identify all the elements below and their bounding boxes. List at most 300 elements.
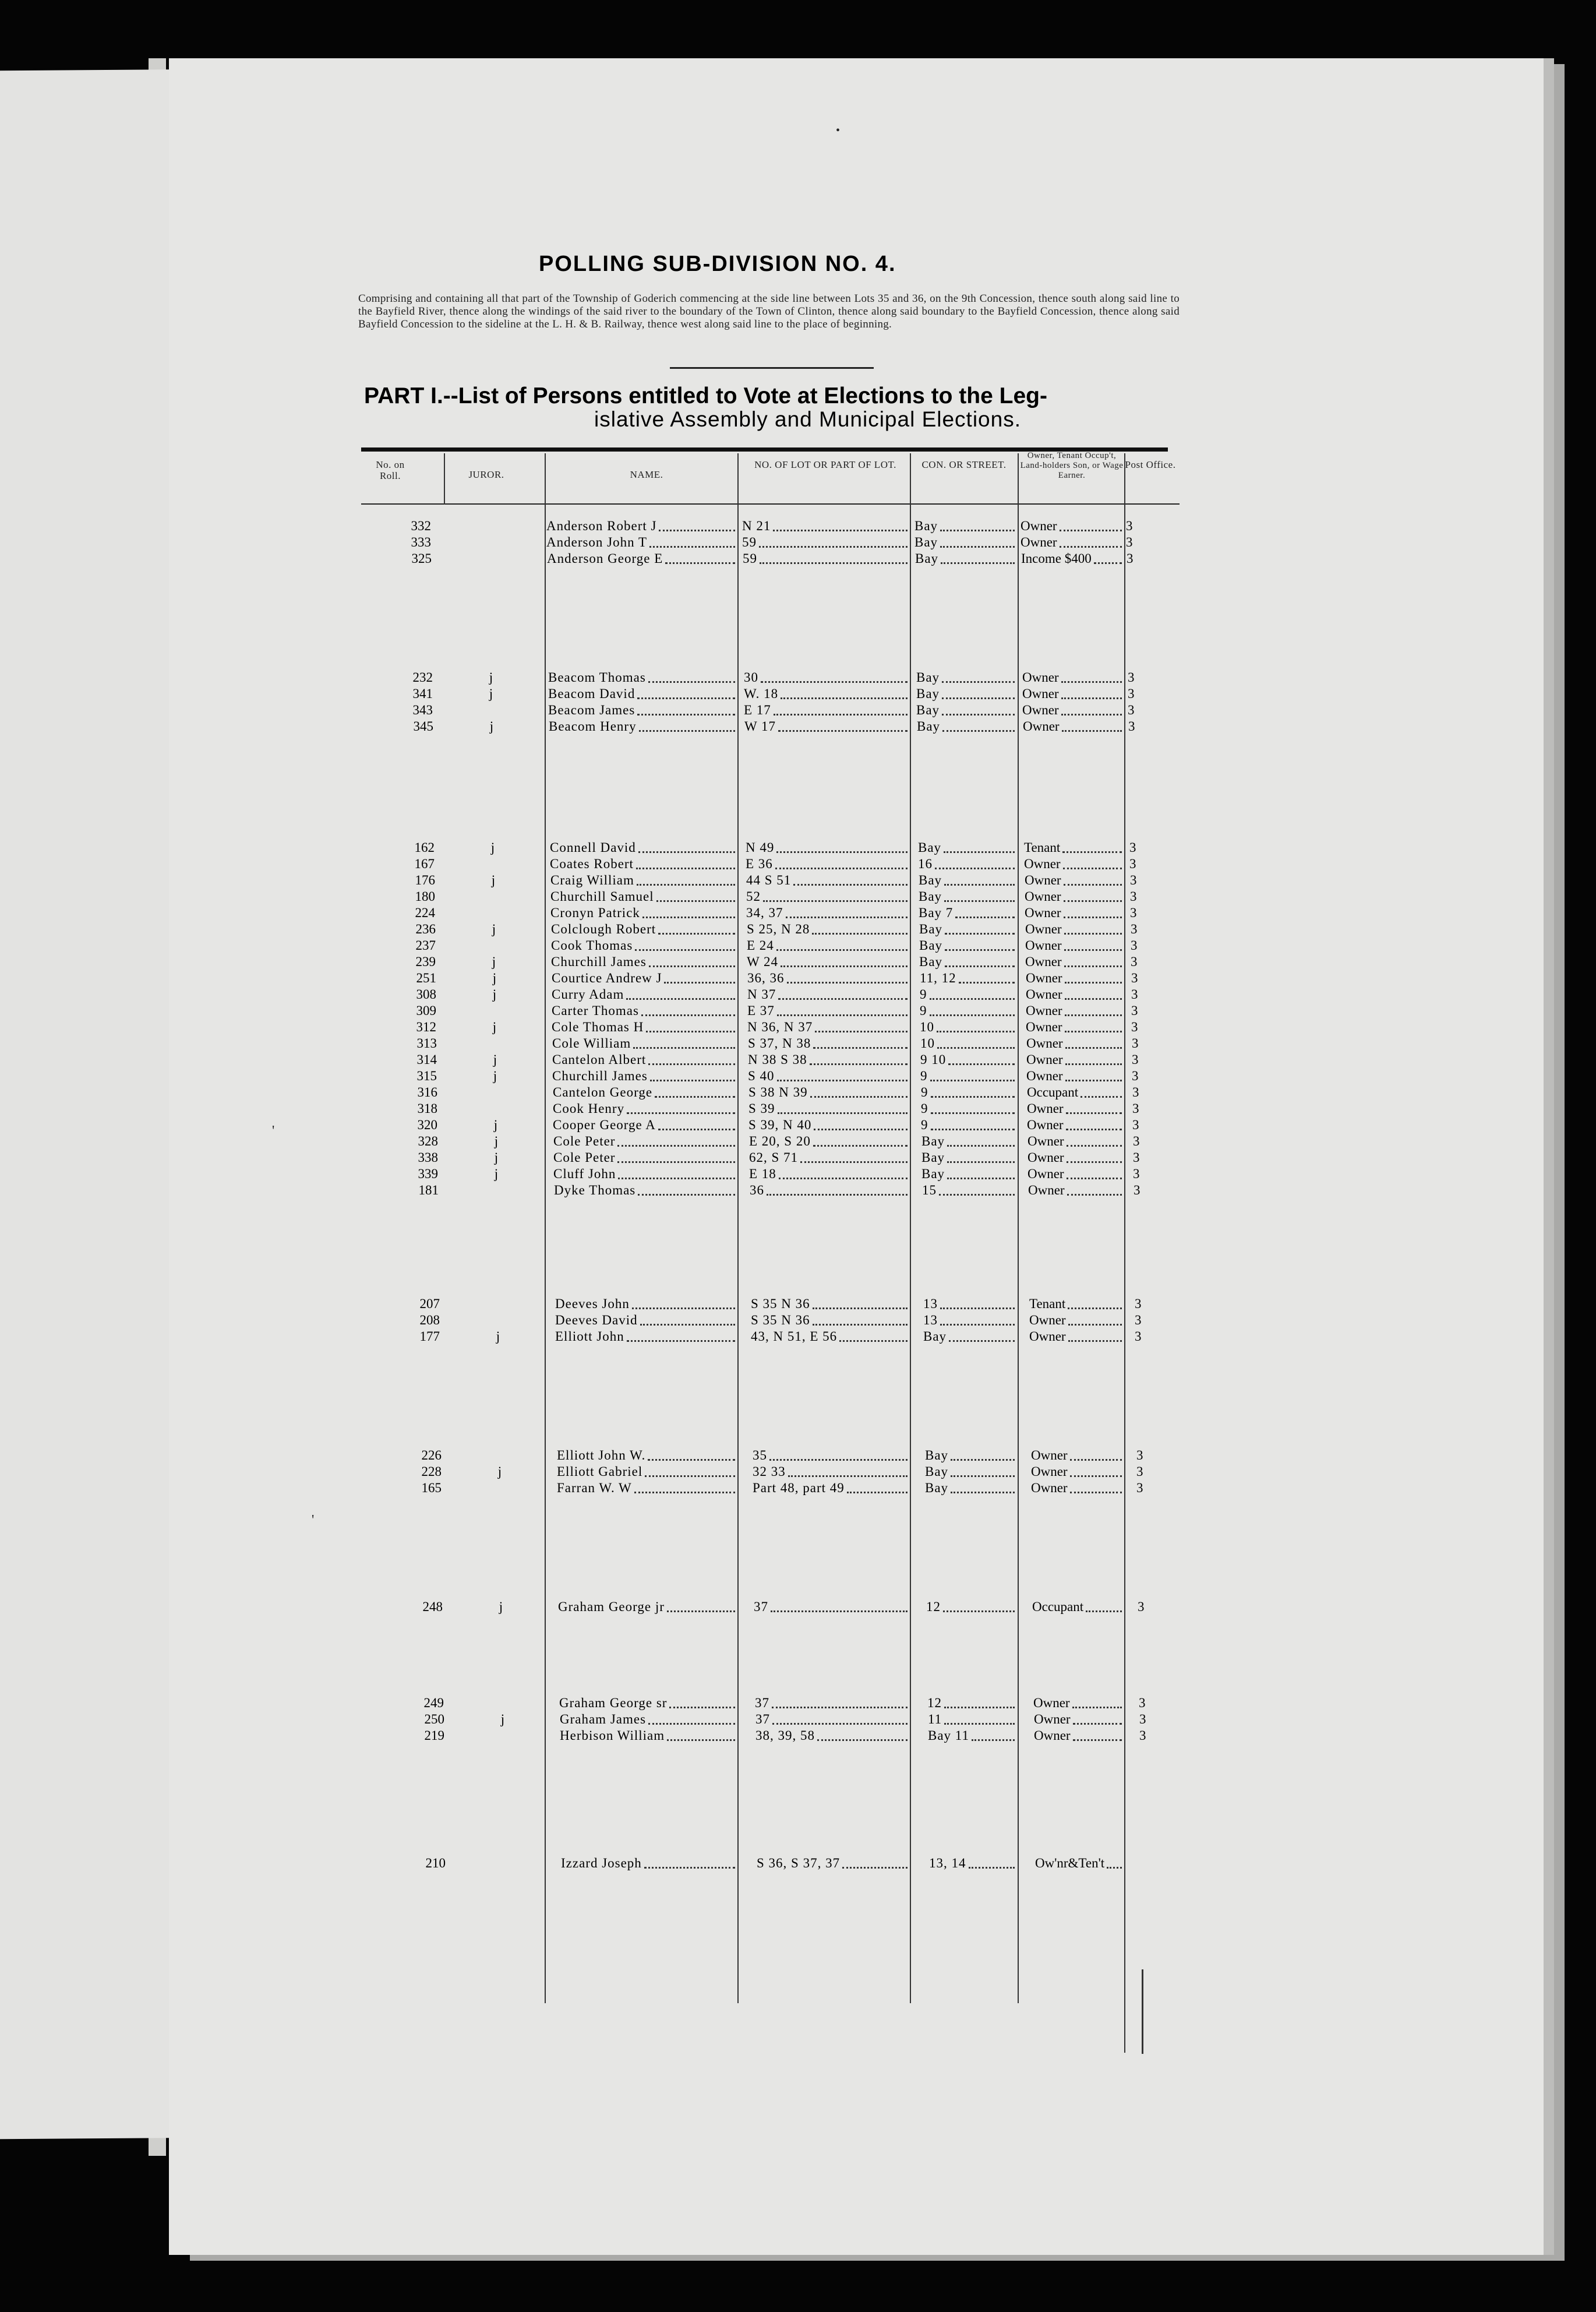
roll-number: 207 [419,1296,440,1311]
dot-leader [1067,1161,1122,1163]
post-office: 3 [1139,1712,1146,1726]
dot-leader [800,1161,908,1163]
voter-status: Owner [1026,1020,1062,1034]
dot-leader [776,949,908,951]
lot-number: 35 [753,1448,767,1462]
concession: Bay [917,719,941,734]
dot-leader [763,900,908,902]
concession: 9 [921,1085,928,1099]
dot-leader [659,530,735,531]
lot-number: Part 48, part 49 [753,1481,845,1495]
header-status: Owner, Tenant Occup't, Land-holders Son, or Wage Earner. [1020,451,1124,480]
voter-name: Herbison William [560,1728,665,1743]
post-office: 3 [1130,889,1137,904]
post-office: 3 [1133,1134,1140,1148]
juror-mark: j [489,670,493,685]
subdivision-description: Comprising and containing all that part of the Township of Goderich commencing at the side line between Lots 35 and 36, on the 9th Concession, thence south along said line to the Bayfield River, thence along the windings of the said river to the boundary of the Town of Clinton, thence along said boundary to the Bayfield Concession, thence along said Bayfield Concession to the sideline at the L. H. & B. Railway, thence west along said line to the place of beginning. [358,292,1180,330]
divider [670,367,874,369]
post-office: 3 [1127,551,1134,566]
post-office: 3 [1134,1183,1140,1197]
dot-leader [945,965,1015,967]
roll-number: 208 [419,1313,440,1327]
roll-number: 313 [416,1036,437,1051]
roll-number: 224 [415,905,435,920]
dot-leader [937,1047,1015,1049]
dot-leader [939,1194,1015,1196]
dot-leader [788,1475,908,1477]
roll-number: 237 [415,938,436,953]
voter-status: Owner [1025,938,1062,953]
post-office: 3 [1133,1150,1140,1165]
dot-leader [1066,1129,1122,1130]
dot-leader [632,1307,735,1309]
part-heading [364,385,1180,431]
dot-leader [649,965,735,967]
post-office: 3 [1132,1101,1139,1116]
dot-leader [627,1112,735,1114]
concession: Bay [914,535,938,549]
voter-name: Izzard Joseph [561,1856,642,1870]
dot-leader [944,1707,1015,1708]
dot-leader [1060,546,1122,548]
post-office: 3 [1135,1313,1142,1327]
roll-number: 176 [415,873,435,887]
dot-leader [947,1145,1015,1147]
header-con: CON. OR STREET. [921,459,1007,470]
voter-name: Elliott John W. [557,1448,646,1462]
voter-name: Churchill Samuel [550,889,654,904]
dot-leader [634,1492,735,1493]
dot-leader [1062,730,1122,732]
voter-status: Owner [1025,922,1062,936]
roll-number: 338 [418,1150,438,1165]
concession: Bay [919,954,943,969]
dot-leader [760,562,908,564]
dot-leader [1067,1178,1122,1179]
dot-leader [1070,1492,1122,1493]
roll-number: 341 [412,686,433,701]
dot-leader [639,730,735,732]
dot-leader [1068,1307,1122,1309]
juror-mark: j [489,686,493,701]
dot-leader [1086,1610,1122,1612]
ink-mark: ' [272,1123,275,1139]
dot-leader [839,1340,908,1342]
post-office: 3 [1128,686,1135,701]
dot-leader [847,1492,908,1493]
post-office: 3 [1132,1085,1139,1099]
voter-name: Elliott John [555,1329,624,1344]
voter-name: Churchill James [552,1069,648,1083]
dot-leader [810,1063,908,1065]
roll-number: 250 [424,1712,444,1726]
dot-leader [638,1194,735,1196]
dot-leader [945,949,1015,951]
dot-leader [1061,681,1122,683]
roll-number: 309 [416,1003,436,1018]
dot-leader [665,562,735,564]
dot-leader [636,868,735,869]
dot-leader [669,1707,735,1708]
voter-name: Coates Robert [550,857,634,871]
dot-leader [655,1096,735,1098]
dot-leader [638,851,735,853]
dot-leader [955,917,1015,918]
voter-name: Churchill James [551,954,647,969]
lot-number: S 39 [748,1101,775,1116]
concession: 10 [920,1020,934,1034]
post-office: 3 [1129,857,1136,871]
concession: Bay [921,1150,945,1165]
post-office: 3 [1131,954,1138,969]
post-office: 3 [1136,1481,1143,1495]
dot-leader [1067,1194,1122,1196]
dot-leader [942,681,1015,683]
roll-number: 314 [416,1052,437,1067]
dot-leader [1072,1707,1122,1708]
concession: Bay [919,938,943,953]
concession: Bay [914,519,938,533]
dot-leader [778,998,908,1000]
header-lot: NO. OF LOT OR PART OF LOT. [754,459,896,470]
lot-number: E 36 [746,857,773,871]
concession: 10 [920,1036,935,1051]
dot-leader [667,1739,735,1741]
header-no-on-roll: No. on Roll. [376,459,405,481]
header-juror: JUROR. [468,469,504,480]
voter-name: Cluff John [553,1166,616,1181]
dot-leader [930,998,1015,1000]
roll-number: 318 [417,1101,437,1116]
lot-number: 37 [754,1599,768,1614]
dot-leader [817,1739,908,1741]
dot-leader [649,546,735,548]
voter-status: Owner [1025,954,1062,969]
lot-number: W 17 [744,719,776,734]
voter-name: Beacom James [548,703,635,717]
voter-name: Dyke Thomas [554,1183,636,1197]
voter-name: Anderson Robert J [546,519,657,533]
juror-mark: j [493,1069,497,1083]
concession: 13, 14 [929,1856,966,1870]
dot-leader [626,998,735,1000]
dot-leader [951,1459,1015,1461]
post-office: 3 [1131,971,1138,985]
juror-mark: j [491,873,496,887]
voter-status: Occupant [1027,1085,1079,1099]
dot-leader [945,933,1015,935]
dot-leader [959,982,1015,984]
juror-mark: j [493,1118,498,1132]
dot-leader [648,681,735,683]
voter-name: Graham James [560,1712,647,1726]
lot-number: W. 18 [744,686,779,701]
voter-name: Cantelon George [553,1085,653,1099]
voter-status: Owner [1031,1448,1068,1462]
voter-name: Deeves David [555,1313,638,1327]
dot-leader [759,546,908,548]
post-office: 3 [1126,535,1133,549]
dot-leader [1107,1867,1122,1869]
roll-number: 316 [417,1085,437,1099]
lot-number: N 21 [742,519,771,533]
voter-status: Owner [1022,703,1059,717]
dot-leader [1065,1047,1122,1049]
dot-leader [793,884,908,886]
post-office: 3 [1136,1448,1143,1462]
dot-leader [1066,1112,1122,1114]
voter-name: Courtice Andrew J [552,971,662,985]
voter-status: Ow'nr&Ten't [1035,1856,1105,1870]
dot-leader [969,1867,1015,1869]
dot-leader [813,1047,908,1049]
part-heading-line1: PART I.--List of Persons entitled to Vote at Elections to the Leg- [364,383,1047,408]
juror-mark: j [497,1464,502,1479]
dot-leader [1065,1080,1122,1081]
voter-name: Cantelon Albert [552,1052,647,1067]
voter-status: Owner [1034,1728,1071,1743]
dot-leader [948,1063,1015,1065]
concession: 9 [920,987,927,1002]
dot-leader [635,949,735,951]
voter-status: Owner [1022,686,1059,701]
dot-leader [777,1014,908,1016]
dot-leader [944,884,1015,886]
post-office: 3 [1130,905,1137,920]
roll-number: 239 [415,954,436,969]
dot-leader [935,868,1015,869]
lot-number: N 49 [746,840,775,855]
dot-leader [814,1129,908,1130]
dot-leader [951,1492,1015,1493]
dot-leader [773,530,908,531]
lot-number: 36, 36 [747,971,785,985]
lot-number: N 36, N 37 [747,1020,813,1034]
voter-name: Deeves John [555,1296,630,1311]
dot-leader [813,1145,908,1147]
dot-leader [617,1145,735,1147]
voter-status: Owner [1026,1036,1063,1051]
roll-number: 181 [418,1183,439,1197]
dot-leader [972,1739,1015,1741]
dot-leader [648,1723,735,1725]
lot-number: 62, S 71 [749,1150,799,1165]
lot-number: 38, 39, 58 [755,1728,815,1743]
dot-leader [813,1307,908,1309]
voter-name: Beacom Henry [549,719,637,734]
post-office: 3 [1132,1069,1139,1083]
voter-status: Owner [1026,1052,1063,1067]
dot-leader [772,1723,908,1725]
dot-leader [646,1031,735,1032]
concession: Bay [919,889,942,904]
lot-number: 36 [750,1183,764,1197]
voter-status: Owner [1029,1313,1066,1327]
concession: Bay [921,1166,945,1181]
concession: 16 [918,857,933,871]
post-office: 3 [1131,987,1138,1002]
post-office: 3 [1126,519,1133,533]
dot-leader [637,697,735,699]
juror-mark: j [493,1052,497,1067]
dot-leader [942,697,1015,699]
dot-leader [940,1307,1015,1309]
roll-number: 219 [424,1728,444,1743]
lot-number: 37 [755,1712,770,1726]
dot-leader [842,1867,908,1869]
dot-leader [786,917,908,918]
dot-leader [944,900,1015,902]
dot-leader [1070,1459,1122,1461]
dot-leader [767,1194,908,1196]
dot-leader [1064,965,1122,967]
dot-leader [656,900,735,902]
post-office: 3 [1129,840,1136,855]
dot-leader [771,1610,908,1612]
header-post-office: Post Office. [1125,459,1176,470]
post-office: 3 [1131,1003,1138,1018]
dot-leader [781,697,908,699]
concession: Bay [925,1448,949,1462]
voter-status: Occupant [1032,1599,1084,1614]
dot-leader [772,1707,908,1708]
lot-number: E 20, S 20 [749,1134,811,1148]
roll-number: 248 [422,1599,443,1614]
dot-leader [777,1080,908,1081]
dot-leader [617,1161,735,1163]
post-office: 3 [1139,1728,1146,1743]
dot-leader [812,933,908,935]
dot-leader [1073,1723,1122,1725]
dot-leader [637,714,735,716]
roll-number: 325 [411,551,432,566]
dot-leader [1070,1475,1122,1477]
dot-leader [931,1096,1015,1098]
roll-number: 210 [425,1856,446,1870]
post-office: 3 [1135,1296,1142,1311]
voter-status: Owner [1021,519,1057,533]
dot-leader [944,851,1015,853]
concession: Bay [925,1481,949,1495]
lot-number: 32 33 [753,1464,786,1479]
dot-leader [776,851,908,853]
dot-leader [640,1324,735,1326]
roll-number: 320 [417,1118,437,1132]
voter-name: Cole William [552,1036,631,1051]
lot-number: S 39, N 40 [748,1118,812,1132]
dot-leader [1061,714,1122,716]
lot-number: S 25, N 28 [747,922,810,936]
voter-status: Owner [1026,1069,1063,1083]
column-divider [1018,453,1019,2003]
roll-number: 308 [416,987,436,1002]
voter-status: Owner [1031,1464,1068,1479]
dot-leader [949,1340,1015,1342]
roll-number: 333 [411,535,431,549]
voter-status: Owner [1026,987,1062,1002]
dot-leader [769,1459,908,1461]
voter-name: Curry Adam [552,987,624,1002]
voter-status: Owner [1031,1481,1068,1495]
lot-number: N 38 S 38 [748,1052,807,1067]
concession: 12 [927,1696,942,1710]
column-divider [910,453,911,2003]
concession: Bay [915,551,939,566]
voter-name: Beacom Thomas [548,670,646,685]
concession: 11, 12 [920,971,956,985]
voter-name: Carter Thomas [552,1003,639,1018]
voter-name: Graham George jr [558,1599,665,1614]
juror-mark: j [494,1166,499,1181]
dot-leader [1064,917,1122,918]
voter-name: Beacom David [548,686,635,701]
juror-mark: j [492,954,496,969]
dot-leader [627,1340,735,1342]
post-office: 3 [1131,922,1138,936]
dot-leader [1067,1145,1122,1147]
header-name: NAME. [630,469,663,480]
voter-status: Owner [1023,719,1060,734]
lot-number: S 40 [748,1069,775,1083]
dot-leader [778,730,908,732]
lot-number: S 37, N 38 [748,1036,811,1051]
dot-leader [641,1014,735,1016]
voter-status: Owner [1028,1183,1065,1197]
lot-number: S 35 N 36 [751,1296,810,1311]
dot-leader [1065,998,1122,1000]
juror-mark: j [492,971,497,985]
dot-leader [774,714,908,716]
roll-number: 315 [416,1069,437,1083]
juror-mark: j [500,1712,505,1726]
voter-name: Elliott Gabriel [557,1464,643,1479]
concession: 9 10 [920,1052,947,1067]
lot-number: S 35 N 36 [751,1313,810,1327]
dot-leader [779,1178,908,1179]
concession: Bay [925,1464,949,1479]
concession: Bay [919,873,942,887]
concession: 9 [921,1101,928,1116]
voter-status: Owner [1027,1101,1064,1116]
post-office: 3 [1130,873,1137,887]
voter-status: Owner [1026,1003,1062,1018]
voter-status: Income $400 [1021,551,1092,566]
voter-name: Connell David [550,840,636,855]
voter-status: Owner [1029,1329,1066,1344]
voter-name: Cooper George A [553,1118,656,1132]
roll-number: 343 [412,703,433,717]
concession: 15 [922,1183,937,1197]
dot-leader [943,1610,1015,1612]
dot-leader [1065,1031,1122,1032]
voter-name: Farran W. W [557,1481,632,1495]
column-divider [1124,453,1125,2053]
column-divider [737,453,739,2003]
dot-leader [951,1475,1015,1477]
lot-number: 37 [755,1696,769,1710]
dot-leader [1062,851,1122,853]
voter-status: Tenant [1024,840,1061,855]
roll-number: 167 [414,857,435,871]
dot-leader [937,1031,1015,1032]
dot-leader [931,1129,1015,1130]
dot-leader [1060,530,1122,531]
post-office: 3 [1131,1020,1138,1034]
voter-status: Owner [1025,905,1061,920]
dot-leader [1068,1324,1122,1326]
lot-number: E 24 [747,938,774,953]
voter-status: Owner [1027,1118,1064,1132]
